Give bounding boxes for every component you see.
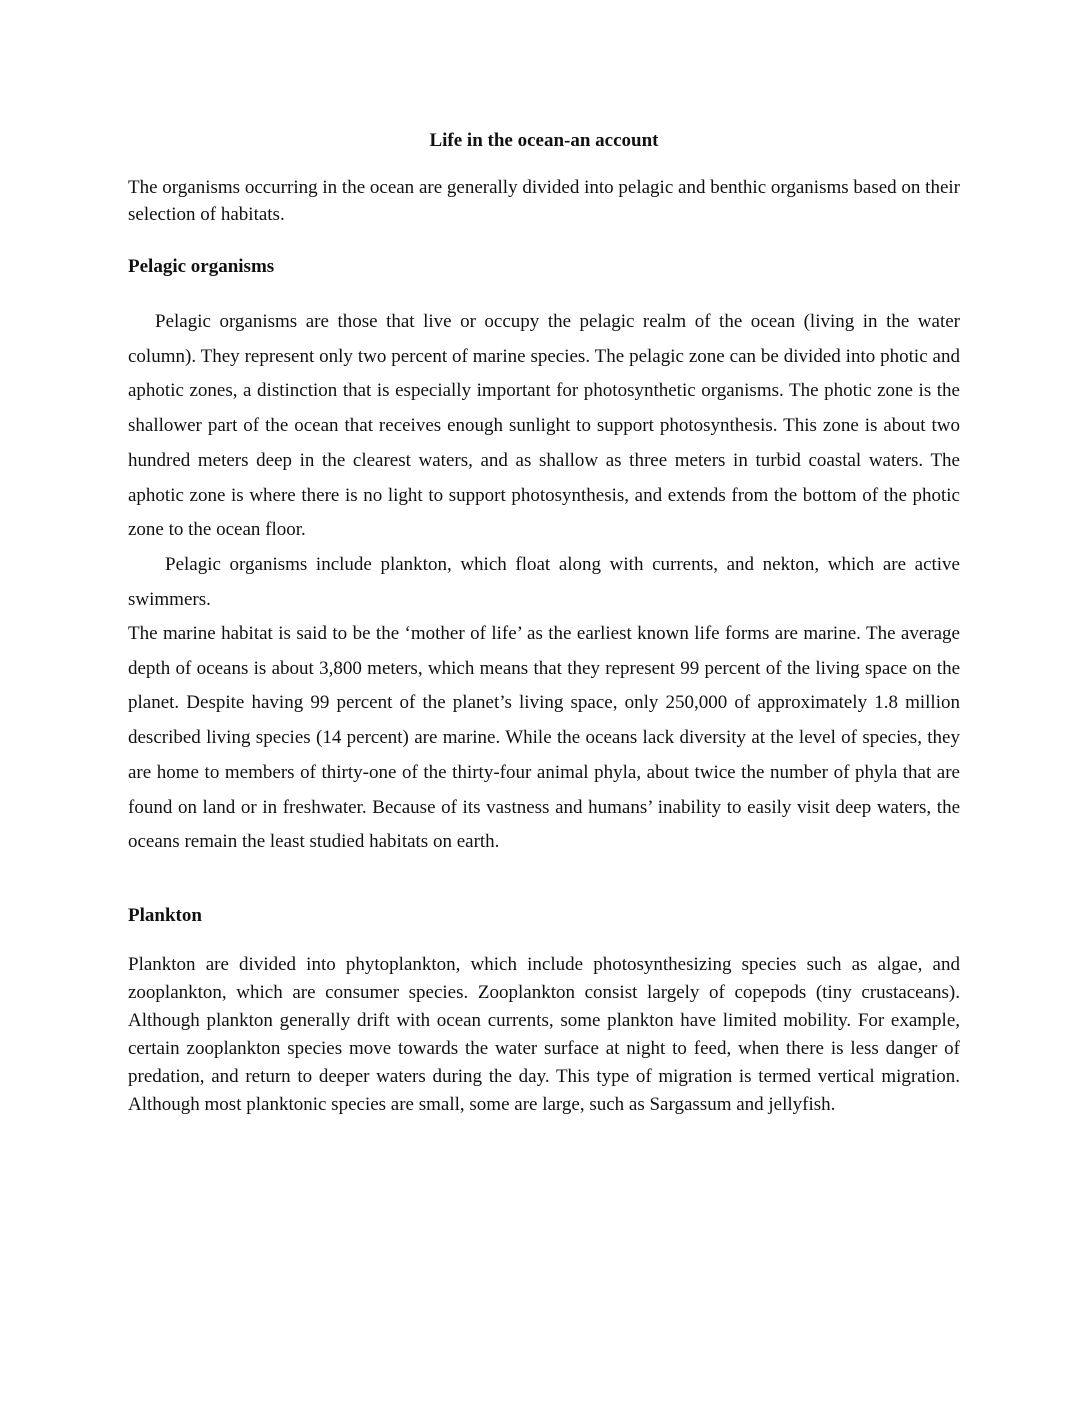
plankton-paragraph: Plankton are divided into phytoplankton, which include photosynthesizing species such as algae, and zooplankton, which are consumer species. Zooplankton consist largely of copepods (tiny crustaceans). Although plankton generally drift with ocean currents, some plankton have limited mobility. For example, certain zooplankton species move towards the water surface at night to feed, when there is less danger of predation, and return to deeper waters during the day. This type of migration is termed vertical migration. Although most planktonic species are small, some are large, such as Sargassum and jellyfish. xyxy=(128,954,960,1115)
intro-paragraph: The organisms occurring in the ocean are generally divided into pelagic and benthic organisms based on their selection of habitats. xyxy=(128,177,960,225)
pelagic-paragraph-zones: Pelagic organisms are those that live or occupy the pelagic realm of the ocean (living in the water column). They represent only two percent of marine species. The pelagic zone can be divided into photic and aphotic zones, a distinction that is especially important for photosynthetic organisms. The photic zone is the shallower part of the ocean that receives enough sunlight to support photosynthesis. This zone is about two hundred meters deep in the clearest waters, and as shallow as three meters in turbid coastal waters. The aphotic zone is where there is no light to support photosynthesis, and extends from the bottom of the photic zone to the ocean floor. xyxy=(128,311,960,541)
pelagic-paragraph-plankton-nekton: Pelagic organisms include plankton, which float along with currents, and nekton, which are active swimmers. xyxy=(128,554,960,610)
pelagic-paragraph-marine-habitat: The marine habitat is said to be the ‘mother of life’ as the earliest known life forms are marine. The average depth of oceans is about 3,800 meters, which means that they represent 99 percent of the living space on the planet. Despite having 99 percent of the planet’s living space, only 250,000 of approximately 1.8 million described living species (14 percent) are marine. While the oceans lack diversity at the level of species, they are home to members of thirty-one of the thirty-four animal phyla, about twice the number of phyla that are found on land or in freshwater. Because of its vastness and humans’ inability to easily visit deep waters, the oceans remain the least studied habitats on earth. xyxy=(128,623,960,853)
document-title: Life in the ocean-an account xyxy=(429,130,659,151)
section-heading-pelagic-organisms: Pelagic organisms xyxy=(128,256,275,277)
section-heading-plankton: Plankton xyxy=(128,905,202,926)
